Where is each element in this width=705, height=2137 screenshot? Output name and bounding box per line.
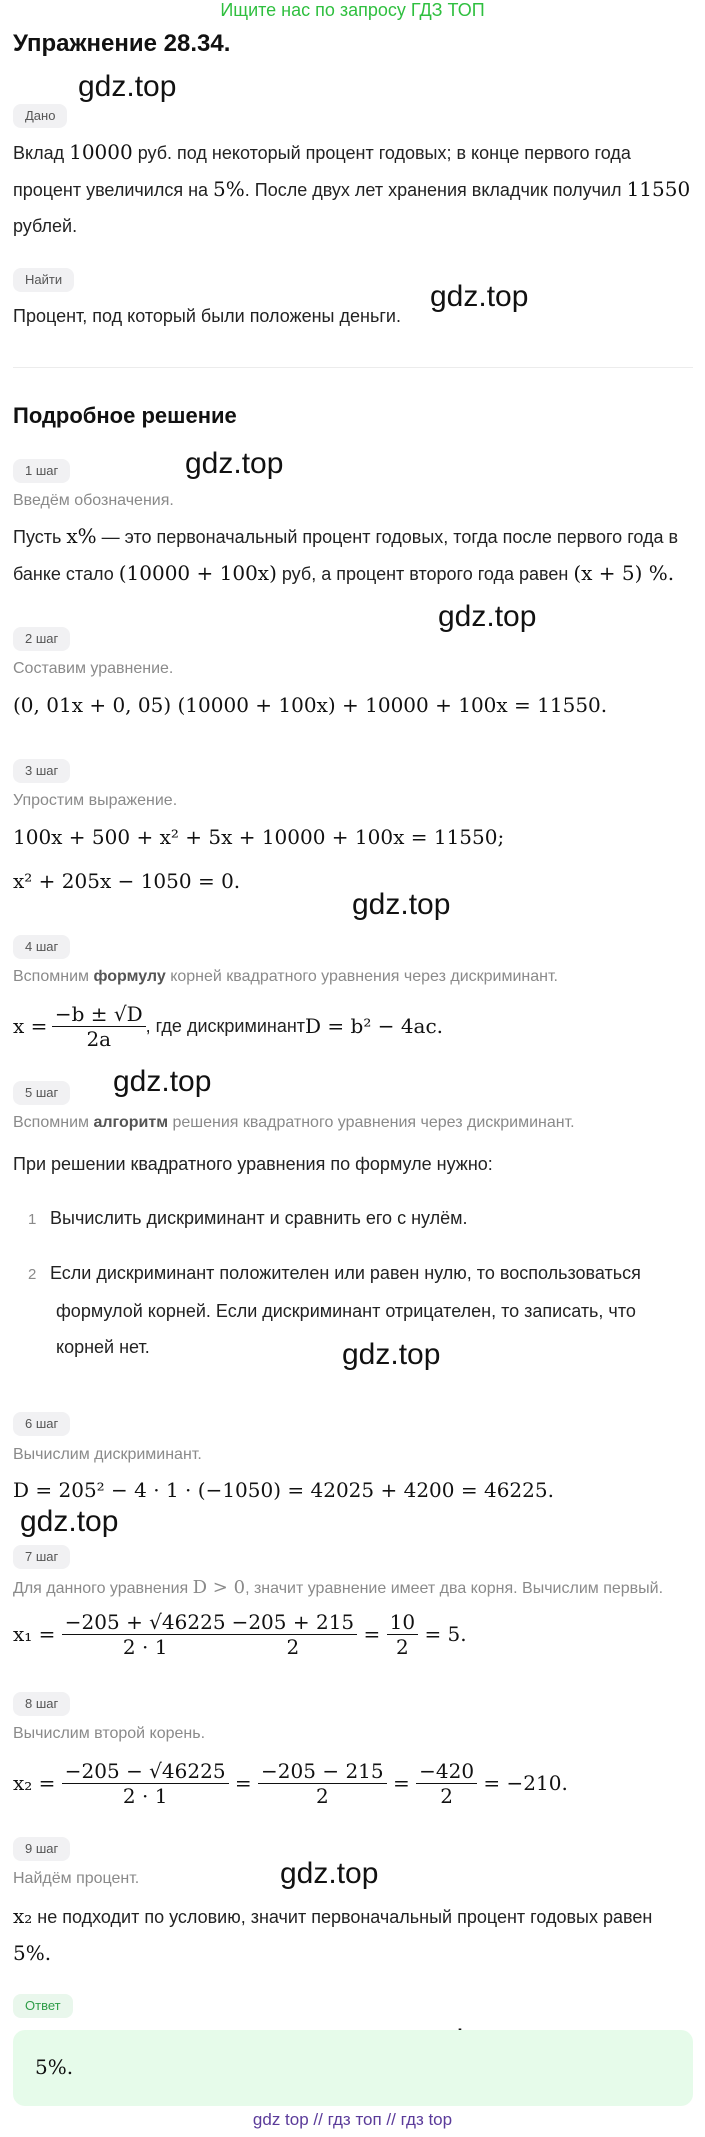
watermark: gdz.top: [430, 280, 529, 313]
solution-title: Подробное решение: [13, 403, 237, 428]
step-1-hint: Введём обозначения.: [13, 492, 174, 509]
step-6-hint: Вычислим дискриминант.: [13, 1446, 202, 1463]
step-6-equation: D = 205² − 4 · 1 · (−1050) = 42025 + 4200 = 46225.: [13, 1478, 554, 1502]
watermark: gdz.top: [352, 888, 451, 921]
step-4-formula: x = $\frac{-b \pm √D}{2a}$ , где дискриминант D = b² − 4ac.: [13, 1001, 444, 1051]
answer-value: 5%.: [35, 2055, 74, 2079]
step-5-intro: При решении квадратного уравнения по формуле нужно:: [13, 1154, 493, 1174]
exercise-title: Упражнение 28.34.: [13, 30, 231, 57]
step-2-equation: (0, 01x + 0, 05) (10000 + 100x) + 10000 + 100x = 11550.: [13, 693, 608, 717]
step-7-formula: x₁ = $\frac{-205 + √46225}{2 \cdot 1}$ $\frac{-205 + 215}{2}$ = $\frac{10}{2}$ = 5.: [13, 1609, 467, 1659]
step-5-label: 5 шаг: [13, 1081, 70, 1105]
step-5-item-2: 2 Если дискриминант положителен или равен нулю, то воспользоваться формулой корней. Если дискриминант отрицателен, то записать, что корней нет.: [28, 1263, 641, 1357]
step-5-item-1: 1 Вычислить дискриминант и сравнить его с нулём.: [28, 1208, 468, 1228]
step-9-text: x₂ не подходит по условию, значит первоначальный процент годовых равен 5%.: [13, 1904, 653, 1965]
step-3-label: 3 шаг: [13, 759, 70, 783]
watermark: gdz.top: [113, 1065, 212, 1098]
step-3-hint: Упростим выражение.: [13, 792, 178, 809]
watermark: gdz.top: [438, 600, 537, 633]
given-label: Дано: [13, 104, 67, 128]
step-7-label: 7 шаг: [13, 1545, 70, 1569]
step-1-label: 1 шаг: [13, 459, 70, 483]
answer-label: Ответ: [13, 1994, 73, 2018]
step-5-hint: Вспомним алгоритм решения квадратного уравнения через дискриминант.: [13, 1114, 575, 1131]
step-4-label: 4 шаг: [13, 935, 70, 959]
step-1-text: Пусть x% — это первоначальный процент годовых, тогда после первого года в банке стало (10000 + 100x) руб, а процент второго года равен (x + 5) %.: [13, 524, 679, 585]
step-2-hint: Составим уравнение.: [13, 660, 174, 677]
watermark: gdz.top: [342, 1338, 441, 1371]
step-7-hint: Для данного уравнения D > 0, значит уравнение имеет два корня. Вычислим первый.: [13, 1577, 664, 1598]
step-8-label: 8 шаг: [13, 1692, 70, 1716]
divider: [13, 367, 693, 368]
step-3-equation-1: 100x + 500 + x² + 5x + 10000 + 100x = 11550;: [13, 825, 505, 849]
step-2-label: 2 шаг: [13, 627, 70, 651]
given-text: Вклад 10000 руб. под некоторый процент годовых; в конце первого года процент увеличился на 5%. После двух лет хранения вкладчик получил 11550 рублей.: [13, 140, 691, 236]
step-9-hint: Найдём процент.: [13, 1870, 140, 1887]
step-3-equation-2: x² + 205x − 1050 = 0.: [13, 869, 241, 893]
find-text: Процент, под который были положены деньги.: [13, 306, 401, 326]
watermark: gdz.top: [185, 447, 284, 480]
watermark: gdz.top: [280, 1857, 379, 1890]
promo-banner[interactable]: Ищите нас по запросу ГДЗ ТОП: [220, 0, 485, 20]
watermark: gdz.top: [20, 1505, 119, 1538]
step-9-label: 9 шаг: [13, 1837, 70, 1861]
step-6-label: 6 шаг: [13, 1412, 70, 1436]
answer-box: [13, 2030, 693, 2106]
find-label: Найти: [13, 268, 74, 292]
step-8-hint: Вычислим второй корень.: [13, 1725, 206, 1742]
footer-links[interactable]: gdz top // гдз топ // гдз top: [252, 2110, 453, 2129]
step-4-hint: Вспомним формулу корней квадратного уравнения через дискриминант.: [13, 968, 558, 985]
step-8-formula: x₂ = $\frac{-205 - √46225}{2 \cdot 1}$ = $\frac{-205 - 215}{2}$ = $\frac{-420}{2}$ = −210.: [13, 1758, 568, 1808]
watermark: gdz.top: [78, 70, 177, 103]
